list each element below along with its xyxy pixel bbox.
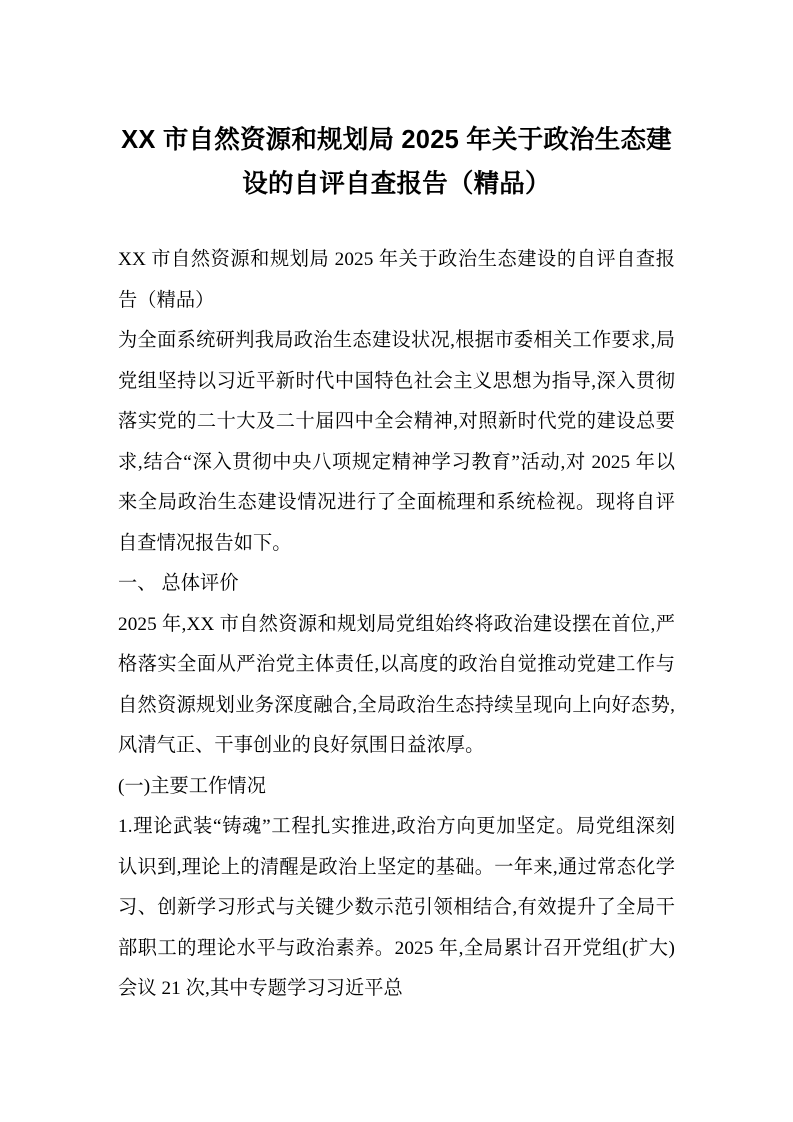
document-body: [118, 240, 675, 1010]
section-heading-overall-evaluation: 一、 总体评价: [118, 573, 239, 594]
paragraph-theory-armament: 1.理论武装“铸魂”工程扎实推进,政治方向更加坚定。局党组深刻认识到,理论上的清醒是政治上坚定的基础。一年来,通过常态化学习、创新学习形式与关键少数示范引领相结合,有效提升了全局干部职工的理论水平与政治素养。2025 年,全局累计召开党组(扩大)会议 21 次,其中专题学习习近平总: [118, 816, 675, 999]
paragraph-purpose: 为全面系统研判我局政治生态建设状况,根据市委相关工作要求,局党组坚持以习近平新时代中国特色社会主义思想为指导,深入贯彻落实党的二十大及二十届四中全会精神,对照新时代党的建设总要求,结合“深入贯彻中央八项规定精神学习教育”活动,对 2025 年以来全局政治生态建设情况进行了全面梳理和系统检视。现将自评自查情况报告如下。: [118, 330, 675, 554]
page-title: XX 市自然资源和规划局 2025 年关于政治生态建设的自评自查报告（精品）: [121, 126, 672, 198]
paragraph-intro-title: XX 市自然资源和规划局 2025 年关于政治生态建设的自评自查报告（精品）: [118, 249, 675, 311]
paragraph-overall-evaluation: 2025 年,XX 市自然资源和规划局党组始终将政治建设摆在首位,严格落实全面从严治党主体责任,以高度的政治自觉推动党建工作与自然资源规划业务深度融合,全局政治生态持续呈现向上向好态势,风清气正、干事创业的良好氛围日益浓厚。: [118, 613, 675, 756]
subsection-heading-main-work: (一)主要工作情况: [118, 775, 266, 797]
